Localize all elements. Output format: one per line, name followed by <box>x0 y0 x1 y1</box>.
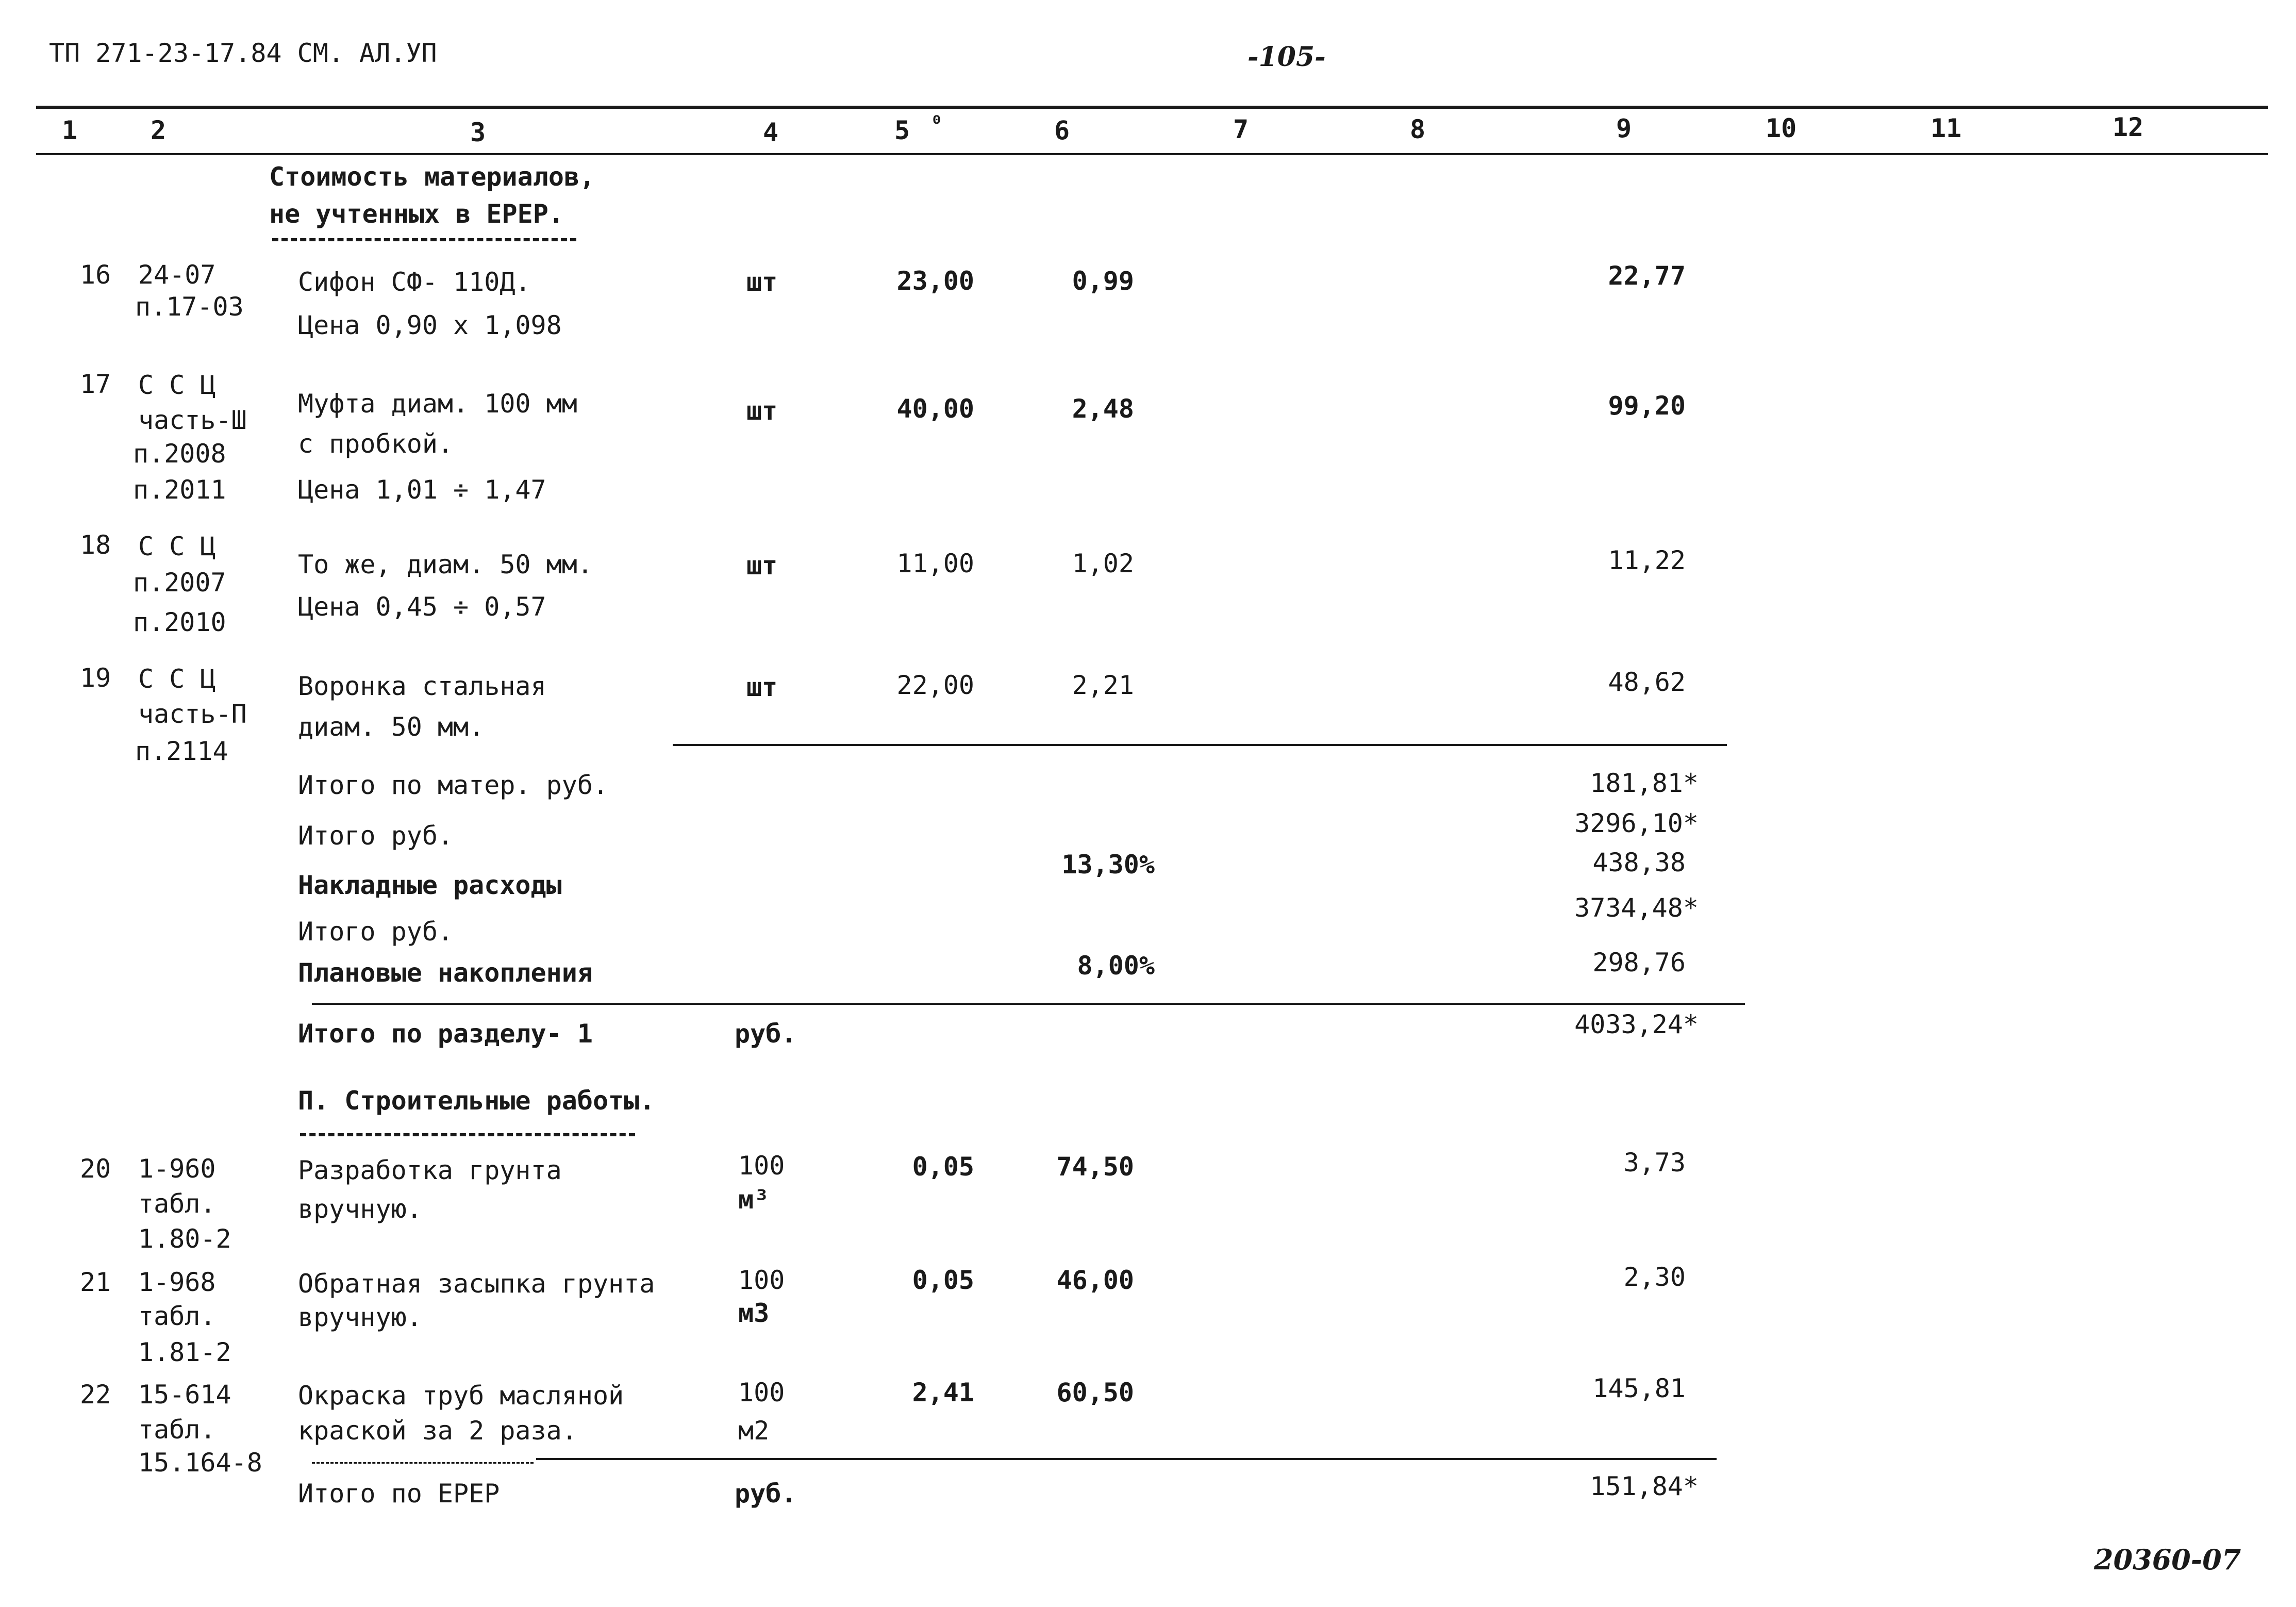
row-16-unit: шт <box>746 267 778 297</box>
section-2-heading-underline <box>300 1133 635 1136</box>
row-18-code: С С Ц <box>138 532 216 561</box>
section-1-total-unit: руб. <box>735 1019 797 1049</box>
row-18-quantity: 11,00 <box>896 549 974 578</box>
column-header-5-mark: ⁰ <box>930 112 943 136</box>
erer-total-label: Итого по ЕРЕР <box>298 1479 500 1509</box>
row-21-code: табл. <box>138 1301 216 1331</box>
row-16-total: 22,77 <box>1608 261 1686 291</box>
section-heading-line-1: Стоимость материалов, <box>269 162 595 192</box>
row-17-description: Цена 1,01 ÷ 1,47 <box>298 475 546 505</box>
row-16-code: 24-07 <box>138 260 216 290</box>
erer-total-value: 151,84* <box>1590 1471 1699 1501</box>
column-header-10: 10 <box>1766 113 1797 143</box>
column-header-2: 2 <box>151 115 167 145</box>
header-top-rule <box>36 106 2268 109</box>
row-21-unit: м3 <box>738 1298 770 1328</box>
row-22-code: 15.164-8 <box>138 1448 262 1478</box>
section-heading-line-2: не учтенных в ЕРЕР. <box>269 199 564 229</box>
row-18-code: п.2010 <box>133 607 226 637</box>
row-20-quantity: 0,05 <box>912 1152 974 1182</box>
row-19-code: часть-П <box>138 699 247 729</box>
page-number: -105- <box>1247 41 1326 73</box>
overhead-rate: 13,30% <box>1061 850 1155 880</box>
row-20-number: 20 <box>80 1154 111 1184</box>
row-18-number: 18 <box>80 530 111 560</box>
row-22-unit: м2 <box>738 1416 770 1446</box>
row-20-description: Разработка грунта <box>298 1155 562 1185</box>
section-1-total-value: 4033,24* <box>1574 1009 1699 1039</box>
subtotal-value: 3296,10* <box>1574 808 1699 838</box>
row-21-price: 46,00 <box>1056 1265 1134 1295</box>
row-20-total: 3,73 <box>1623 1148 1686 1178</box>
document-reference: ТП 271-23-17.84 СМ. АЛ.УП <box>49 38 437 68</box>
row-17-description: Муфта диам. 100 мм <box>298 389 577 419</box>
row-17-price: 2,48 <box>1072 394 1134 424</box>
row-16-description: Цена 0,90 х 1,098 <box>298 310 562 340</box>
planned-savings-label: Плановые накопления <box>298 958 593 988</box>
row-18-price: 1,02 <box>1072 549 1134 578</box>
row-18-description: То же, диам. 50 мм. <box>298 550 593 579</box>
column-header-3: 3 <box>470 118 486 147</box>
row-21-description: Обратная засыпка грунта <box>298 1269 655 1299</box>
row-22-number: 22 <box>80 1380 111 1410</box>
row-19-price: 2,21 <box>1072 670 1134 700</box>
row-16-description: Сифон СФ- 110Д. <box>298 267 531 297</box>
row-21-code: 1-968 <box>138 1267 216 1297</box>
column-header-8: 8 <box>1410 114 1426 144</box>
header-bottom-rule <box>36 153 2268 155</box>
materials-divider <box>673 744 1727 746</box>
overhead-label: Накладные расходы <box>298 870 562 900</box>
row-17-code: п.2011 <box>133 475 226 505</box>
row-21-unit: 100 <box>738 1265 785 1295</box>
planned-savings-value: 298,76 <box>1592 948 1686 978</box>
row-19-description: диам. 50 мм. <box>298 712 485 742</box>
section-heading-underline <box>272 238 576 241</box>
row-22-code: 15-614 <box>138 1380 231 1410</box>
row-20-price: 74,50 <box>1056 1152 1134 1182</box>
row-21-number: 21 <box>80 1267 111 1297</box>
materials-total-label: Итого по матер. руб. <box>298 770 609 800</box>
row-20-code: 1.80-2 <box>138 1224 231 1254</box>
row-21-total: 2,30 <box>1623 1262 1686 1292</box>
section-total-divider <box>312 1003 1745 1005</box>
column-header-11: 11 <box>1931 113 1962 143</box>
column-header-9: 9 <box>1616 113 1632 143</box>
row-17-code: С С Ц <box>138 370 216 400</box>
row-17-number: 17 <box>80 369 111 399</box>
column-header-4: 4 <box>763 118 779 147</box>
row-19-unit: шт <box>746 672 778 702</box>
erer-total-divider <box>536 1458 1717 1460</box>
row-17-description: с пробкой. <box>298 429 454 459</box>
row-17-code: часть-Ш <box>138 405 247 435</box>
row-22-total: 145,81 <box>1592 1373 1686 1403</box>
row-21-description: вручную. <box>298 1302 422 1332</box>
planned-savings-rate: 8,00% <box>1077 951 1155 981</box>
column-header-1: 1 <box>62 115 78 145</box>
column-header-6: 6 <box>1054 115 1070 145</box>
column-header-7: 7 <box>1233 114 1249 144</box>
subtotal-label: Итого руб. <box>298 917 454 947</box>
row-21-quantity: 0,05 <box>912 1265 974 1295</box>
row-16-quantity: 23,00 <box>896 266 974 296</box>
row-20-unit: 100 <box>738 1151 785 1181</box>
row-19-code: п.2114 <box>135 736 228 766</box>
overhead-value: 438,38 <box>1592 848 1686 877</box>
row-17-unit: шт <box>746 396 778 426</box>
row-16-code: п.17-03 <box>135 292 244 322</box>
column-header-5: 5 <box>894 115 910 145</box>
row-22-description: Окраска труб масляной <box>298 1381 624 1411</box>
row-17-total: 99,20 <box>1608 391 1686 421</box>
row-20-unit: м³ <box>738 1185 770 1215</box>
row-20-code: 1-960 <box>138 1154 216 1184</box>
row-22-price: 60,50 <box>1056 1378 1134 1407</box>
materials-total-value: 181,81* <box>1590 768 1699 798</box>
row-19-quantity: 22,00 <box>896 670 974 700</box>
row-16-price: 0,99 <box>1072 266 1134 296</box>
section-1-total-label: Итого по разделу- 1 <box>298 1019 593 1049</box>
row-18-description: Цена 0,45 ÷ 0,57 <box>298 592 546 622</box>
archive-stamp-number: 20360-07 <box>2094 1543 2241 1576</box>
row-21-code: 1.81-2 <box>138 1337 231 1367</box>
row-19-total: 48,62 <box>1608 667 1686 697</box>
column-header-12: 12 <box>2112 112 2144 142</box>
subtotal-value: 3734,48* <box>1574 893 1699 923</box>
erer-total-unit: руб. <box>735 1479 797 1509</box>
row-19-number: 19 <box>80 663 111 693</box>
row-22-unit: 100 <box>738 1378 785 1407</box>
row-18-total: 11,22 <box>1608 545 1686 575</box>
row-20-description: вручную. <box>298 1194 422 1224</box>
row-22-code: табл. <box>138 1415 216 1445</box>
row-19-code: С С Ц <box>138 664 216 694</box>
row-19-description: Воронка стальная <box>298 671 546 701</box>
row-20-code: табл. <box>138 1189 216 1219</box>
row-17-code: п.2008 <box>133 439 226 469</box>
erer-total-divider-dashed <box>312 1462 534 1464</box>
row-22-description: краской за 2 раза. <box>298 1416 577 1446</box>
section-2-heading: П. Строительные работы. <box>298 1086 655 1116</box>
row-16-number: 16 <box>80 260 111 290</box>
subtotal-label: Итого руб. <box>298 821 454 851</box>
row-17-quantity: 40,00 <box>896 394 974 424</box>
row-18-code: п.2007 <box>133 568 226 598</box>
row-18-unit: шт <box>746 551 778 581</box>
row-22-quantity: 2,41 <box>912 1378 974 1407</box>
